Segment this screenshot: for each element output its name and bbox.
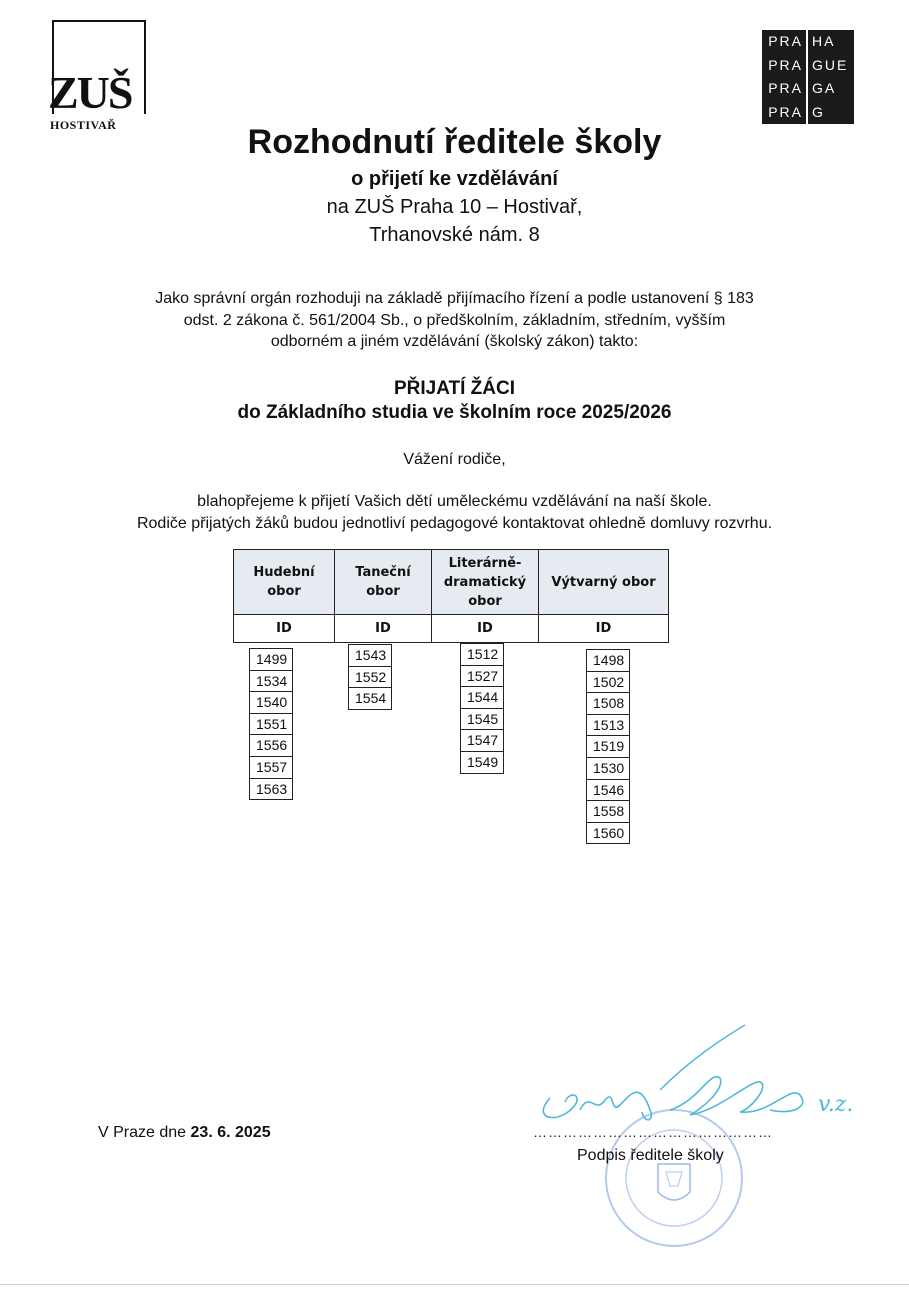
id-list-hudebni [249,648,293,800]
id-cell: 1498 [586,649,630,672]
id-cell: 1519 [586,735,630,758]
id-cell: 1546 [586,779,630,802]
id-list-literarne-dramaticky [460,643,504,774]
id-cell: 1513 [586,714,630,737]
id-cell: 1544 [460,686,504,709]
id-cell: 1499 [249,648,293,671]
greeting: Vážení rodiče, [403,451,506,468]
id-cell: 1512 [460,643,504,666]
id-cell: 1508 [586,692,630,715]
id-list-tanecni [348,644,392,710]
intro-paragraph: Jako správní orgán rozhoduji na základě přijímacího řízení a podle ustanovení § 183 odst. 2 zákona č. 561/2004 Sb., o předškolním, základním, středním, vyšším odborném a jiném vzdělávání (školský zákon) takto: [155,290,754,350]
zus-logo-subtext: HOSTIVAŘ [50,118,117,132]
praha-logo: PRA HA PRA GUE PRA GA PRA G [762,30,854,124]
document-subtitle: o přijetí ke vzdělávání [351,168,558,190]
admitted-students-table-header [233,549,669,643]
column-header-literarne-dramaticky: Literárně- dramatický obor [432,550,539,615]
section-heading: PŘIJATÍ ŽÁCI [393,378,516,399]
signature-label: Podpis ředitele školy [577,1147,724,1164]
id-cell: 1540 [249,691,293,714]
id-cell: 1552 [348,666,392,689]
page-bottom-divider [0,1284,909,1285]
id-cell: 1551 [249,713,293,736]
zus-logo-text: ZUŠ [48,67,132,118]
signature-dotted-line: ………………………………………… [533,1124,773,1140]
signature-vz-text: v.z. [818,1092,854,1117]
id-cell: 1502 [586,671,630,694]
id-label: ID [539,615,669,643]
id-cell: 1556 [249,734,293,757]
id-cell: 1543 [348,644,392,667]
id-cell: 1534 [249,670,293,693]
id-label: ID [234,615,335,643]
school-address: Trhanovské nám. 8 [369,224,540,246]
column-header-tanecni: Taneční obor [335,550,432,615]
column-header-vytvarny: Výtvarný obor [539,550,669,615]
id-cell: 1554 [348,687,392,710]
id-cell: 1545 [460,708,504,731]
id-label: ID [432,615,539,643]
id-cell: 1549 [460,751,504,774]
body-text-line-2: Rodiče přijatých žáků budou jednotliví pedagogové kontaktovat ohledně domluvy rozvrhu. [136,515,773,532]
id-label: ID [335,615,432,643]
date-line: V Praze dne 23. 6. 2025 [98,1124,271,1141]
id-cell: 1527 [460,665,504,688]
id-cell: 1560 [586,822,630,845]
id-cell: 1547 [460,729,504,752]
document-title: Rozhodnutí ředitele školy [247,123,662,161]
id-cell: 1563 [249,778,293,801]
id-cell: 1557 [249,756,293,779]
column-header-hudebni: Hudební obor [234,550,335,615]
id-cell: 1558 [586,800,630,823]
id-cell: 1530 [586,757,630,780]
section-subheading: do Základního studia ve školním roce 2025/2026 [237,402,672,423]
body-text-line-1: blahopřejeme k přijetí Vašich dětí uměleckému vzdělávání na naší škole. [197,493,712,510]
school-name: na ZUŠ Praha 10 – Hostivař, [326,196,583,218]
id-list-vytvarny [586,649,630,844]
